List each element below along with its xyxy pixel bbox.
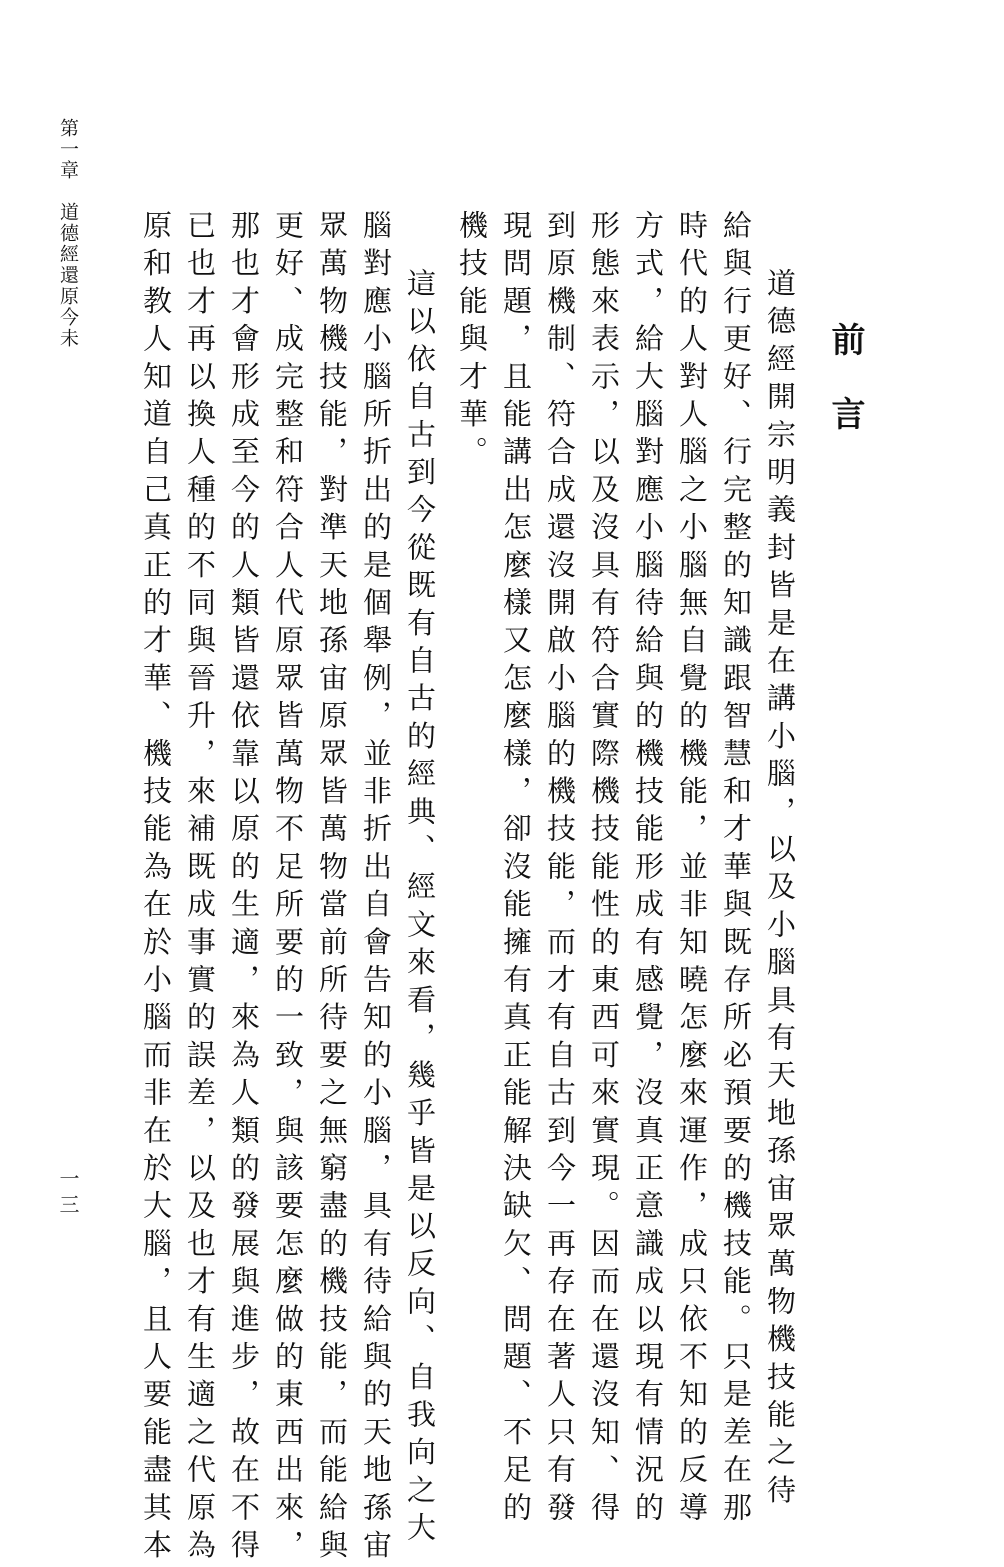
body-column: 原和教人知道自己真正的才華、機技能為在於小腦而非在於大腦，且人要能盡其本 (139, 210, 173, 1567)
body-column: 已也才再以換人種的不同與晉升，來補既成事實的誤差，以及也才有生適之代原為 (183, 210, 217, 1567)
page-number: 一三 (56, 1168, 80, 1220)
body-column: 更好、成完整和符合人代原眾皆萬物不足所要的一致，與該要怎麼做的東西出來， (271, 210, 305, 1567)
body-column: 道德經開宗明義封皆是在講小腦，以及小腦具有天地孫宙眾萬物機技能之待 (763, 268, 797, 1513)
body-column: 時代的人對人腦之小腦無自覺的機能，並非知曉怎麼來運作，成只依不知的反導 (675, 210, 709, 1530)
body-column: 形態來表示，以及沒具有符合實際機技能性的東西可來實現。因而在還沒知、得 (587, 210, 621, 1530)
body-column: 機技能與才華。 (455, 210, 489, 474)
body-column: 腦對應小腦所折出的是個舉例，並非折出自會告知的小腦，具有待給與的天地孫宙 (359, 210, 393, 1567)
body-column: 方式，給大腦對應小腦待給與的機技能形成有感覺，沒真正意識成以現有情況的 (631, 210, 665, 1530)
running-head: 第一章 道德經還原今未 (57, 118, 79, 349)
body-column: 現問題，且能講出怎麼樣又怎麼樣，卻沒能擁有真正能解決缺欠、問題、不足的 (499, 210, 533, 1530)
body-column: 到原機制、符合成還沒開啟小腦的機技能，而才有自古到今一再存在著人只有發 (543, 210, 577, 1530)
section-title: 前言 (825, 322, 865, 470)
body-column: 眾萬物機技能，對準天地孫宙原眾皆萬物當前所待要之無窮盡的機技能，而能給與 (315, 210, 349, 1567)
body-column: 那也才會形成至今的人類皆還依靠以原的生適，來為人類的發展與進步，故在不得 (227, 210, 261, 1567)
body-column: 這以依自古到今從既有自古的經典、經文來看，幾乎皆是以反向、自我向之大 (403, 268, 437, 1550)
body-column: 給與行更好、行完整的知識跟智慧和才華與既存所必預要的機技能。只是差在那 (719, 210, 753, 1530)
